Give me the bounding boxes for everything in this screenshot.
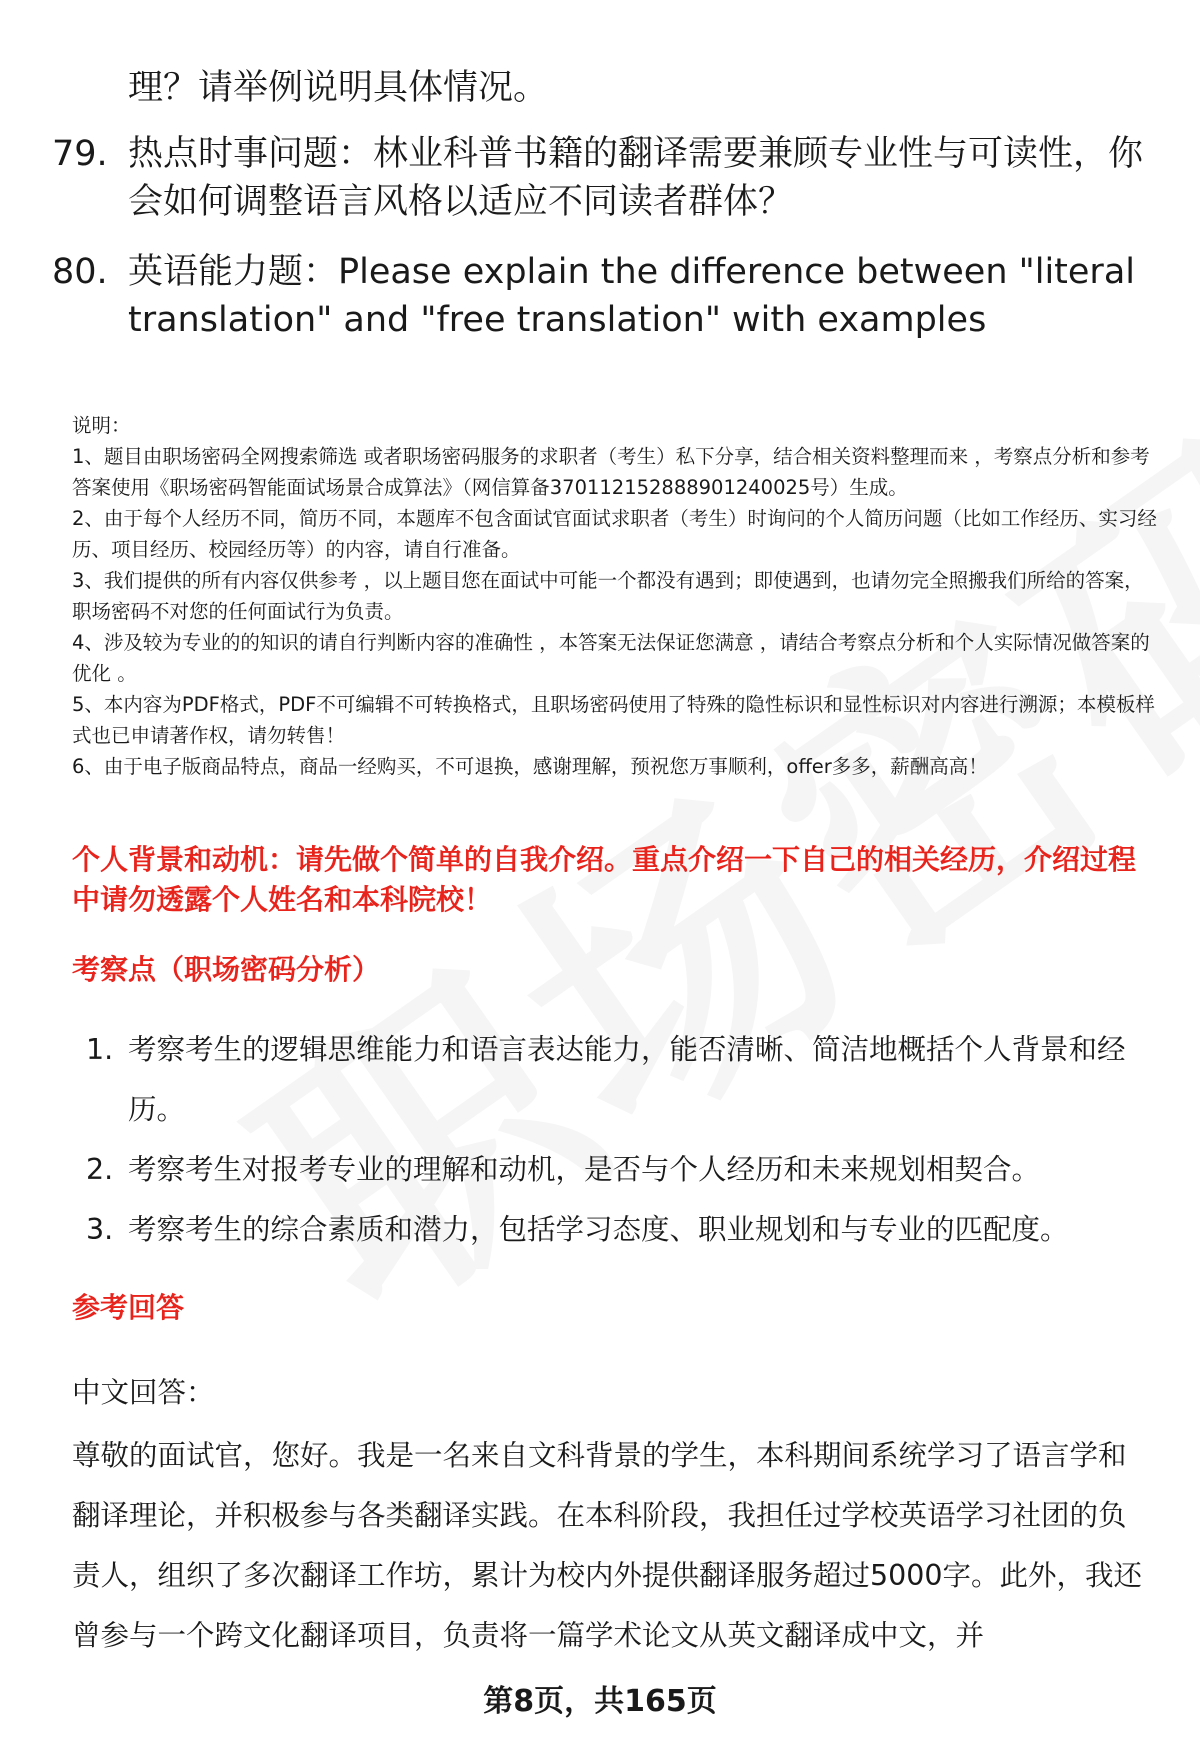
question-79 (52, 130, 1152, 226)
analysis-list (72, 1020, 1172, 1260)
answer-text: 尊敬的面试官，您好。我是一名来自文科背景的学生，本科期间系统学习了语言学和翻译理论，并积极参与各类翻译实践。在本科阶段，我担任过学校英语学习社团的负责人，组织了多次翻译工作坊，累计为校内外提供翻译服务超过5000字。此外，我还曾参与一个跨文化翻译项目，负责将一篇学术论文从英文翻译成中文，并 (72, 1439, 1143, 1652)
list-item-text: 考察考生的逻辑思维能力和语言表达能力，能否清晰、简洁地概括个人背景和经历。 (128, 1033, 1126, 1126)
section-question: 个人背景和动机：请先做个简单的自我介绍。重点介绍一下自己的相关经历，介绍过程中请勿透露个人姓名和本科院校！ (72, 843, 1137, 916)
note-item: 3、我们提供的所有内容仅供参考 ，以上题目您在面试中可能一个都没有遇到；即使遇到，也请勿完全照搬我们所给的答案，职场密码不对您的任何面试行为负责。 (72, 569, 1144, 623)
note-item: 6、由于电子版商品特点，商品一经购买，不可退换，感谢理解，预祝您万事顺利，offer多多，薪酬高高！ (72, 755, 988, 778)
question-text: 理？请举例说明具体情况。 (128, 68, 549, 108)
note-item: 1、题目由职场密码全网搜索筛选 或者职场密码服务的求职者（考生）私下分享，结合相关资料整理而来 ，考察点分析和参考答案使用《职场密码智能面试场景合成算法》（网信算备370112152888901240025号）生成。 (72, 445, 1150, 499)
list-item-text: 考察考生对报考专业的理解和动机，是否与个人经历和未来规划相契合。 (128, 1153, 1041, 1186)
list-item (72, 1020, 1172, 1140)
question-number: 80. (52, 252, 108, 292)
question-text: 热点时事问题：林业科普书籍的翻译需要兼顾专业性与可读性，你会如何调整语言风格以适应不同读者群体？ (128, 134, 1144, 222)
list-item-number: 1. (86, 1033, 114, 1066)
answer-label: 中文回答： (72, 1376, 215, 1409)
list-item (72, 1200, 1172, 1260)
question-continuation (52, 64, 1152, 112)
analysis-title: 考察点（职场密码分析） (72, 953, 381, 986)
notes-title: 说明： (72, 414, 131, 437)
note-item: 5、本内容为PDF格式，PDF不可编辑不可转换格式，且职场密码使用了特殊的隐性标识和显性标识对内容进行溯源；本模板样式也已申请著作权，请勿转售！ (72, 693, 1155, 747)
list-item-text: 考察考生的综合素质和潜力，包括学习态度、职业规划和与专业的匹配度。 (128, 1213, 1069, 1246)
question-text: 英语能力题：Please explain the difference between "literal translation" and "free translation" with examples (128, 252, 1135, 340)
note-item: 4、涉及较为专业的的知识的请自行判断内容的准确性 ，本答案无法保证您满意 ，请结合考察点分析和个人实际情况做答案的优化 。 (72, 631, 1150, 685)
notes-section (72, 410, 1162, 782)
list-item-number: 3. (86, 1213, 114, 1246)
note-item: 2、由于每个人经历不同，简历不同，本题库不包含面试官面试求职者（考生）时询问的个人简历问题（比如工作经历、实习经历、项目经历、校园经历等）的内容，请自行准备。 (72, 507, 1157, 561)
list-item (72, 1140, 1172, 1200)
page-footer: 第8页，共165页 (483, 1684, 717, 1719)
list-item-number: 2. (86, 1153, 114, 1186)
question-number: 79. (52, 134, 108, 174)
reference-title: 参考回答 (72, 1291, 185, 1324)
question-80 (52, 248, 1152, 344)
